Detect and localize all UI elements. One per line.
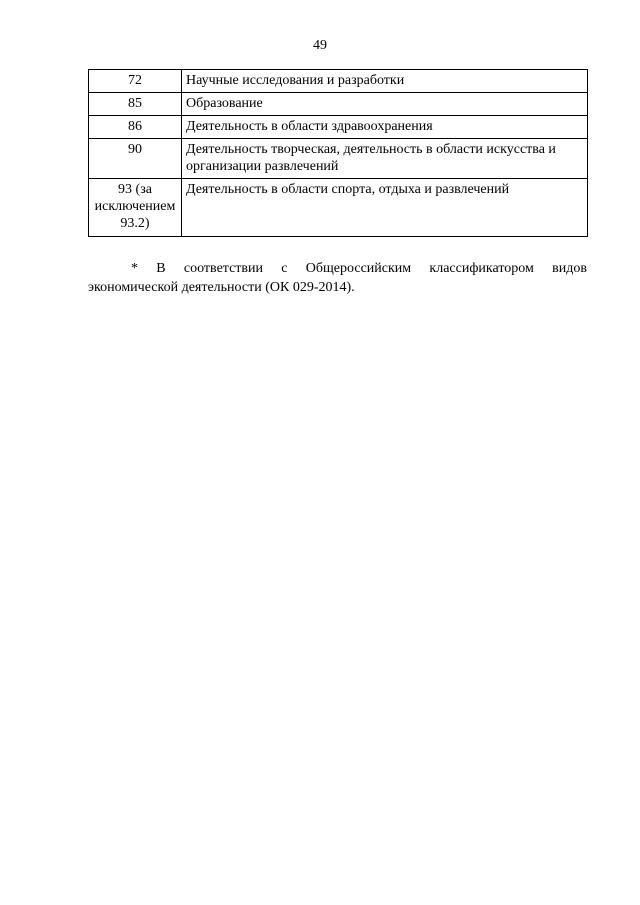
activity-code-cell: 90 <box>89 139 182 179</box>
table-row <box>89 116 588 139</box>
activity-description-cell: Деятельность в области здравоохранения <box>182 116 588 139</box>
activity-description-cell: Образование <box>182 93 588 116</box>
table-row <box>89 139 588 179</box>
activity-code-cell: 86 <box>89 116 182 139</box>
table-row <box>89 70 588 93</box>
activity-description-cell: Научные исследования и разработки <box>182 70 588 93</box>
activity-codes-table <box>88 69 588 237</box>
table-row <box>89 93 588 116</box>
activity-code-cell: 72 <box>89 70 182 93</box>
table-row <box>89 179 588 237</box>
page-number: 49 <box>313 38 327 53</box>
footnote: * В соответствии с Общероссийским классификатором видов экономической деятельности (ОК 029-2014). <box>88 261 587 295</box>
activity-description-cell: Деятельность в области спорта, отдыха и развлечений <box>182 179 588 237</box>
activity-description-cell: Деятельность творческая, деятельность в области искусства и организации развлечений <box>182 139 588 179</box>
activity-code-cell: 93 (за исключением 93.2) <box>89 179 182 237</box>
activity-code-cell: 85 <box>89 93 182 116</box>
